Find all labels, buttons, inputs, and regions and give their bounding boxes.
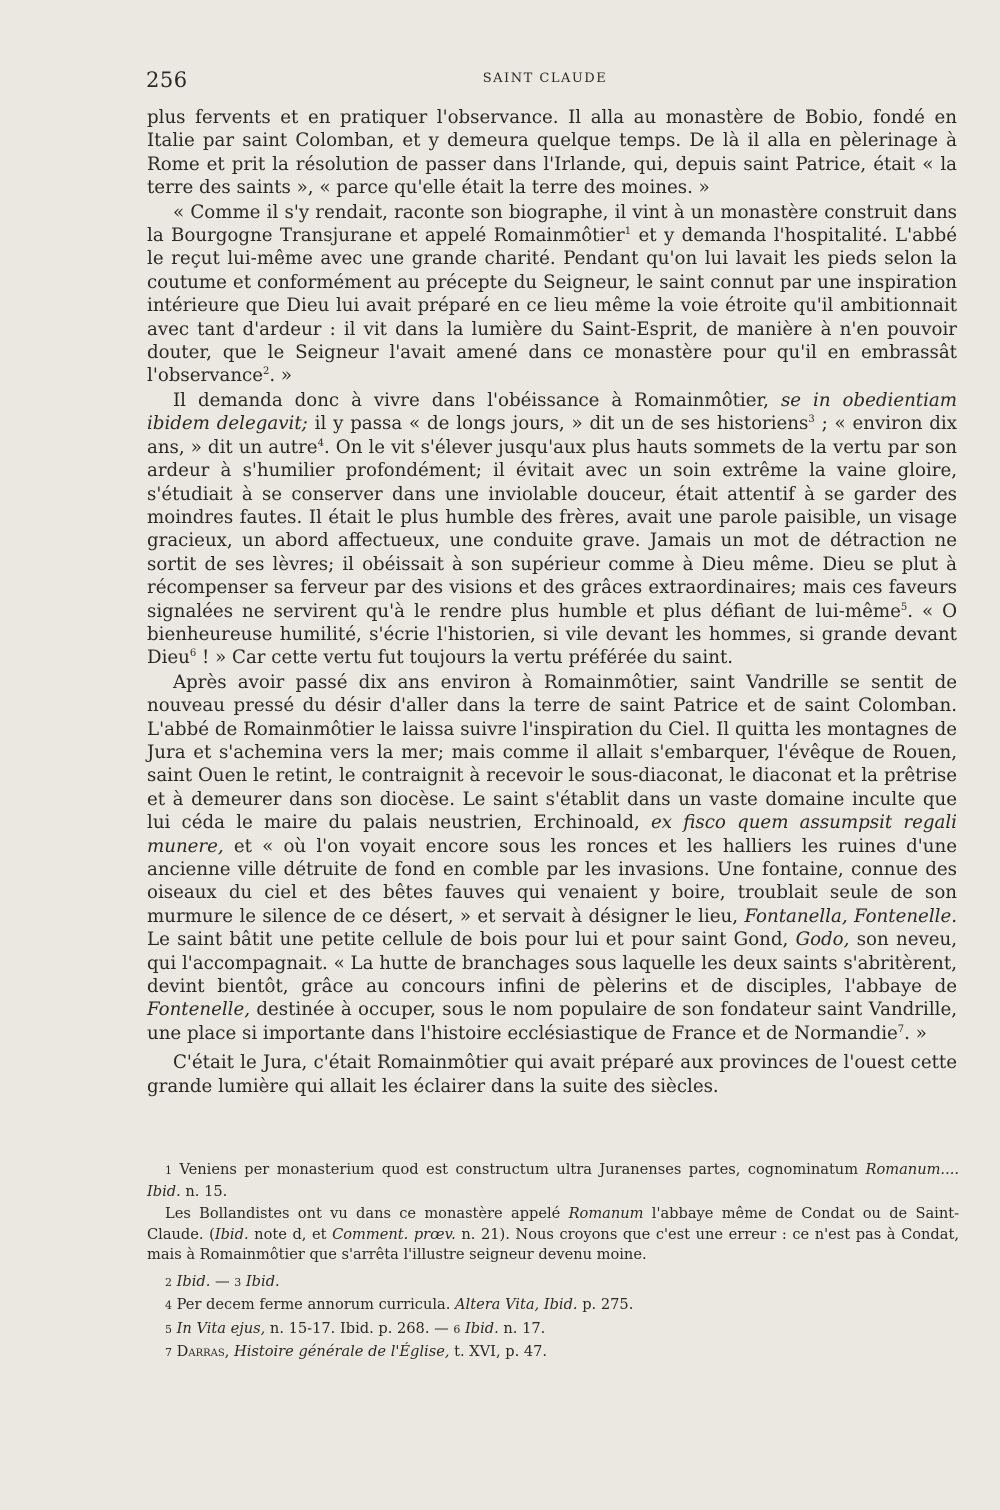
footnote-2-3 (147, 1272, 959, 1294)
text-run: . » (904, 1022, 927, 1044)
text-run: Les Bollandistes ont vu dans ce monastère appelé (165, 1205, 569, 1222)
footnote-ref-5[interactable]: 5 (900, 601, 908, 613)
citation: Ibid. (214, 1225, 249, 1243)
text-run: et « où l'on voyait encore sous les ronces et les halliers les ruines d'une ancienne ville détruite de fond en comble par les invasions. Une fontaine, connue des oiseaux du ciel et des bêtes fauves qui venaient y boire, troublait seule de son murmure le silence de ce désert, » et servait à désigner le lieu, (147, 835, 957, 927)
text-run: p. 275. (577, 1296, 634, 1313)
latin-quote: ex fisco quem assumpsit regali munere, (147, 812, 957, 857)
citation: Romanum.... Ibid. (147, 1161, 959, 1200)
text-run: il y passa « de longs jours, » dit un de ses historiens (307, 413, 809, 435)
footnote-4 (147, 1295, 959, 1317)
text-run: n. 15. (180, 1182, 228, 1200)
paragraph-4 (147, 671, 957, 1046)
footnote-number: 7 (165, 1346, 172, 1359)
footnote-ref-4[interactable]: 4 (317, 437, 324, 449)
footnote-ref-2[interactable]: 2 (262, 366, 270, 378)
citation: In Vita ejus, (176, 1319, 266, 1337)
footnote-number: 6 (453, 1322, 461, 1336)
place-name: Fontanella, Fontenelle. (744, 905, 957, 927)
footnote-ref-3[interactable]: 3 (808, 414, 815, 426)
main-text (147, 106, 957, 1098)
text-run: Le saint bâtit une petite cellule de bois pour lui et pour saint Gond, (147, 929, 796, 951)
paragraph-3 (147, 389, 957, 670)
text-run: n. 17. (498, 1319, 546, 1337)
author-name: Darras, (176, 1343, 230, 1360)
page-number: 256 (146, 68, 188, 92)
place-name: Fontenelle, (147, 999, 251, 1021)
footnote-1-comment (147, 1204, 959, 1266)
citation: Ibid. (176, 1272, 211, 1290)
citation: Romanum (568, 1205, 644, 1222)
footnotes (147, 1160, 959, 1366)
text-run: n. 21). Nous croyons que c'est une erreur : ce n'est pas à Condat, mais à Romainmôtier que s'arrêta l'illustre seigneur devenu moine. (147, 1225, 959, 1263)
text-run: . On le vit s'élever jusqu'aux plus hauts sommets de la vertu par son ardeur à s'humilier profondément; il évitait avec un soin extrême la vaine gloire, s'étudiait à se conserver dans une inviolable douceur, était attentif à se garder des moindres fautes. Il était le plus humble des frères, avait une parole paisible, un visage gracieux, un abord affectueux, une conduite grave. Jamais un mot de détraction ne sortit de ses lèvres; il obéissait à son supérieur comme à Dieu même. Dieu se plut à récompenser sa ferveur par des visions et des grâces extraordinaires; mais ces faveurs signalées ne servirent qu'à le rendre plus humble et plus défiant de lui-même (147, 436, 958, 622)
text-run: n. 15-17. Ibid. p. 268. — (265, 1319, 454, 1337)
footnote-number: 3 (234, 1275, 242, 1289)
text-run: . « O bienheureuse humilité, s'écrie l'historien, si vile devant les hommes, si grande devant Dieu (147, 600, 957, 669)
footnote-7 (147, 1342, 959, 1364)
text-run: Il demanda donc à vivre dans l'obéissance à Romainmôtier, (173, 389, 781, 411)
citation: Comment. prœv. (332, 1225, 456, 1243)
text-run: ; « environ dix ans, » dit un autre (147, 413, 958, 458)
text-run: « Comme il s'y rendait, raconte son biographe, il vint à un monastère construit dans la Bourgogne Transjurane et appelé Romainmôtier (147, 201, 957, 247)
footnote-number: 5 (165, 1322, 172, 1336)
citation: Histoire générale de l'Église, (233, 1343, 450, 1360)
footnote-1 (147, 1160, 959, 1202)
footnote-number: 1 (165, 1164, 172, 1177)
footnote-5-6 (147, 1319, 959, 1341)
text-run: ! » Car cette vertu fut toujours la vertu préférée du saint. (196, 647, 734, 669)
text-run: t. XVI, p. 47. (449, 1343, 548, 1360)
text-run: l'abbaye même de Condat ou de Saint-Claude. ( (147, 1205, 960, 1243)
citation: Ibid. (464, 1319, 499, 1337)
person-name: Godo, (795, 929, 850, 951)
text-run: Veniens per monasterium quod est constructum ultra Juranenses partes, cognominatum (172, 1161, 866, 1178)
text-run: son neveu, qui l'accompagnait. « La hutte de branchages sous laquelle les deux saints s'abritèrent, devint bientôt, grâce au concours infini de pèlerins et de disciples, l'abbaye de (147, 929, 957, 998)
text-run: et y demanda l'hospitalité. L'abbé le reçut lui-même avec une grande charité. Pendant qu'on lui lavait les pieds selon la coutume et conformément au précepte du Seigneur, le saint connut par une inspiration intérieure que Dieu lui avait préparé en ce lieu même la voie étroite qu'il ambitionnait avec tant d'ardeur : il vit dans la lumière du Saint-Esprit, de manière à n'en pouvoir douter, que le Seigneur l'avait amené dans ce monastère pour qu'il en embrassât l'observance (147, 225, 957, 387)
text-run: Per decem ferme annorum curricula. (172, 1296, 455, 1313)
footnote-ref-6[interactable]: 6 (189, 648, 197, 660)
text-run: destinée à occuper, sous le nom populaire de son fondateur saint Vandrille, une place si importante dans l'histoire ecclésiastique de France et de Normandie (147, 999, 957, 1044)
footnote-number: 2 (165, 1275, 172, 1289)
latin-quote: se in obedientiam ibidem delegavit; (147, 389, 958, 435)
text-run: note d, et (248, 1225, 333, 1243)
text-run: . » (269, 365, 293, 387)
text-run: — (210, 1272, 235, 1290)
paragraph-2 (147, 201, 957, 388)
paragraph-1: plus fervents et en pratiquer l'observance. Il alla au monastère de Bobio, fondé en Italie par saint Colomban, et y demeura quelque temps. De là il alla en pèlerinage à Rome et prit la résolution de passer dans l'Irlande, qui, depuis saint Patrice, était « la terre des saints », « parce qu'elle était la terre des moines. » (147, 107, 957, 199)
footnote-ref-1[interactable]: 1 (624, 226, 632, 238)
paragraph-5: C'était le Jura, c'était Romainmôtier qui avait préparé aux provinces de l'ouest cette grande lumière qui allait les éclairer dans la suite des siècles. (147, 1052, 957, 1097)
text-run: Après avoir passé dix ans environ à Romainmôtier, saint Vandrille se sentit de nouveau pressé du désir d'aller dans la terre de saint Patrice et de saint Colomban. L'abbé de Romainmôtier le laissa suivre l'inspiration du Ciel. Il quitta les montagnes de Jura et s'achemina vers la mer; mais comme il allait s'embarquer, l'évêque de Rouen, saint Ouen le retint, le contraignit à recevoir le sous-diaconat, le diaconat et la prêtrise et à demeurer dans son diocèse. Le saint s'établit dans un vaste domaine inculte que lui céda le maire du palais neustrien, Erchinoald, (147, 671, 957, 834)
footnote-number: 4 (165, 1299, 172, 1312)
footnote-ref-7[interactable]: 7 (897, 1023, 905, 1035)
citation: Altera Vita, Ibid. (455, 1296, 578, 1313)
running-head: SAINT CLAUDE (482, 71, 608, 86)
citation: Ibid. (245, 1272, 280, 1290)
